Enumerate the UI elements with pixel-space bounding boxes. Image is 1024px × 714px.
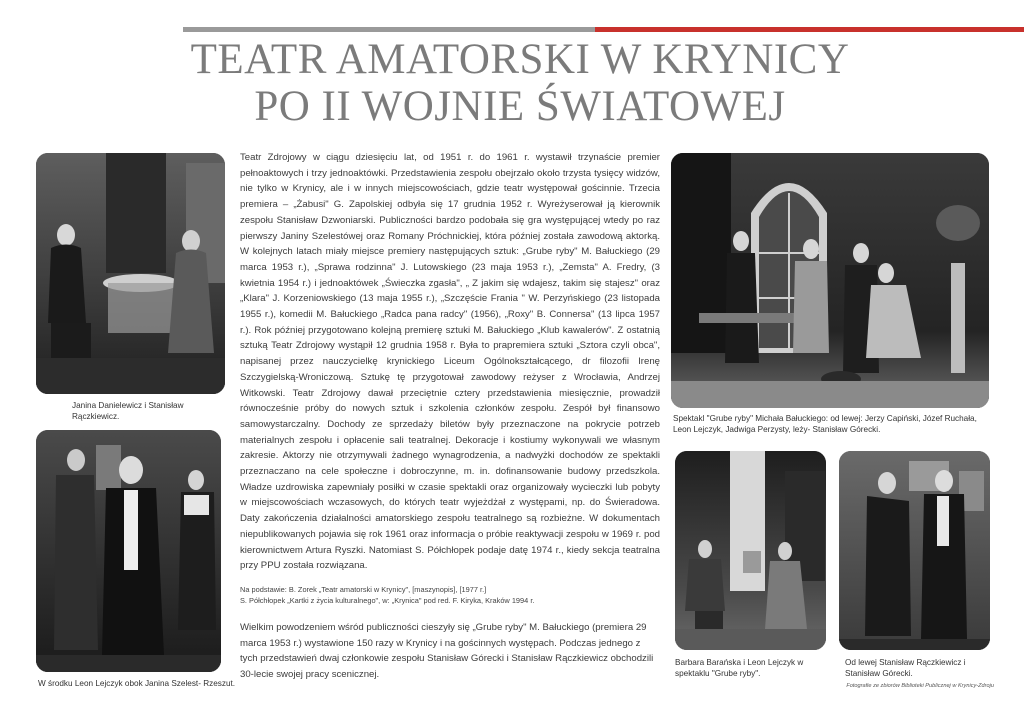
photo-stanislaw-raczkiewicz-stanislaw-gorecki bbox=[839, 451, 990, 650]
caption-top-right: Spektakl "Grube ryby" Michała Bałuckiego: od lewej: Jerzy Capiński, Józef Ruchała, Leon Lejczyk, Jadwiga Perzysty, leży- Stanisław Górecki. bbox=[673, 414, 977, 434]
caption-bottom-mid-right: Barbara Barańska i Leon Lejczyk w spektaklu "Grube ryby". bbox=[675, 658, 804, 678]
photo-barbara-baranska-leon-lejczyk bbox=[675, 451, 826, 650]
photo-grube-ryby-stage bbox=[671, 153, 989, 408]
caption-top-left: Janina Danielewicz i Stanisław Rączkiewicz. bbox=[72, 401, 184, 421]
caption-bottom-far-right: Od lewej Stanisław Rączkiewicz i Stanisław Górecki. bbox=[845, 658, 966, 678]
page-title bbox=[150, 36, 890, 130]
source-2: S. Półchłopek „Kartki z życia kulturalnego", w: „Krynica" pod red. F. Kiryka, Kraków 1994 r. bbox=[240, 595, 535, 605]
photo-credit: Fotografie ze zbiorów Biblioteki Publicznej w Krynicy-Zdroju bbox=[846, 683, 994, 689]
title-line-2: PO II WOJNIE ŚWIATOWEJ bbox=[254, 83, 786, 130]
accent-bar-red bbox=[595, 27, 1024, 32]
sources bbox=[240, 585, 660, 606]
accent-bar-gray bbox=[183, 27, 595, 32]
article-main-text: Teatr Zdrojowy w ciągu dziesięciu lat, od 1951 r. do 1961 r. wystawił trzynaście premier pełnoaktowych i trzy jednoaktówki. Przedstawienia zespołu obejrzało około trzysta tysięcy widzów, nie tylko w Krynicy, ale i w innych miejscowościach, gdzie teatr występował gościnnie. Trzecia premiera – „Żabusi" G. Zapolskiej odbyła się 17 grudnia 1952 r. Wyreżyserował ją kierownik zespołu Stanisław Dzwoniarski. Publiczności bardzo podobała się gra występującej wtedy po raz pierwszy Janiny Szelestówej oraz Romany Próchnickiej, która później została zawodową aktorką. W kolejnych latach miały miejsce premiery następujących sztuk: „Grube ryby" M. Bałuckiego (29 marca 1953 r.), „Sprawa rodzinna" J. Lutowskiego (23 maja 1953 r.), „Zemsta" A. Fredry, (3 kwietnia 1954 r.) i jednoaktówek „Świeczka zgasła", „ Z jakim się wdajesz, takim się stajesz" oraz „Klara" J. Korzeniowskiego (13 maja 1955 r.), „Szczęście Frania " W. Perzyńskiego (23 listopada 1955 r.), komedii M. Bałuckiego „Radca pana radcy" (1956), „Roxy" B. Connersa" (13 lipca 1957 r.). Rok później przygotowano kolejną premierę sztuki M. Bałuckiego „Klub kawalerów". Z ostatnią sztuką Teatr Zdrojowy wystąpił 12 grudnia 1958 r. Była to prapremiera sztuki „Sztora czyli obca", napisanej przez nauczycielkę krynickiego Liceum Ogólnokształcącego, dr filozofii Irenę Szczygielską-Wroniczową. Sztukę tę przygotował zawodowy reżyser z Wrocławia, Andrzej Witkowski. Teatr Zdrojowy dawał przeciętnie cztery przedstawienia miesięcznie, prowadził równocześnie próby do nowych sztuk i szkolenia członków zespołu. Zespół był finansowo samowystarczalny. Dochody ze sprzedaży biletów były przeznaczone na pokrycie potrzeb materialnych zespołu i opłacenie sali teatralnej. Dekoracje i kostiumy wykonywali we własnym zakresie. Aktorzy nie otrzymywali żadnego wynagrodzenia, a nadwyżki dochodów ze spektakli przeznaczano na cele społeczne i dobroczynne, m. in. dofinansowanie budowy przedszkola. Władze uzdrowiska zapewniały posiłki w czasie spektakli oraz organizowały wycieczki lub pobyty w miejscowościach wczasowych, do których teatr wyjeżdżał z występami, np. do Świeradowa. Daty zakończenia działalności amatorskiego zespołu teatralnego są rozbieżne. W dokumentach niepublikowanych pojawia się rok 1961 oraz informacja o próbie reaktywacji zespołu w 1969 r. pod kierownictwem Artura Ryszki. Natomiast S. Półchłopek podaje datę 1974 r., kiedy sekcja teatralna przy PPU została rozwiązana. bbox=[240, 152, 660, 572]
photo-leon-lejczyk-janina-szelest bbox=[36, 430, 221, 672]
caption-bottom-left: W środku Leon Lejczyk obok Janina Szelest- Rzeszut. bbox=[38, 679, 236, 688]
title-line-1: TEATR AMATORSKI W KRYNICY bbox=[190, 36, 850, 83]
article-lower-text: Wielkim powodzeniem wśród publiczności cieszyły się „Grube ryby" M. Bałuckiego (premiera 29 marca 1953 r.) wystawione 150 razy w Krynicy i na gościnnych występach. Podczas jednego z tych przedstawień dwaj członkowie zespołu Stanisław Górecki i Stanisław Rączkiewicz obchodzili 30-lecie swojej pracy scenicznej. bbox=[240, 622, 654, 681]
source-1: Na podstawie: B. Zorek „Teatr amatorski w Krynicy", [maszynopis], [1977 r.] bbox=[240, 585, 487, 594]
photo-janina-danielewicz-stanislaw-raczkiewicz bbox=[36, 153, 225, 394]
